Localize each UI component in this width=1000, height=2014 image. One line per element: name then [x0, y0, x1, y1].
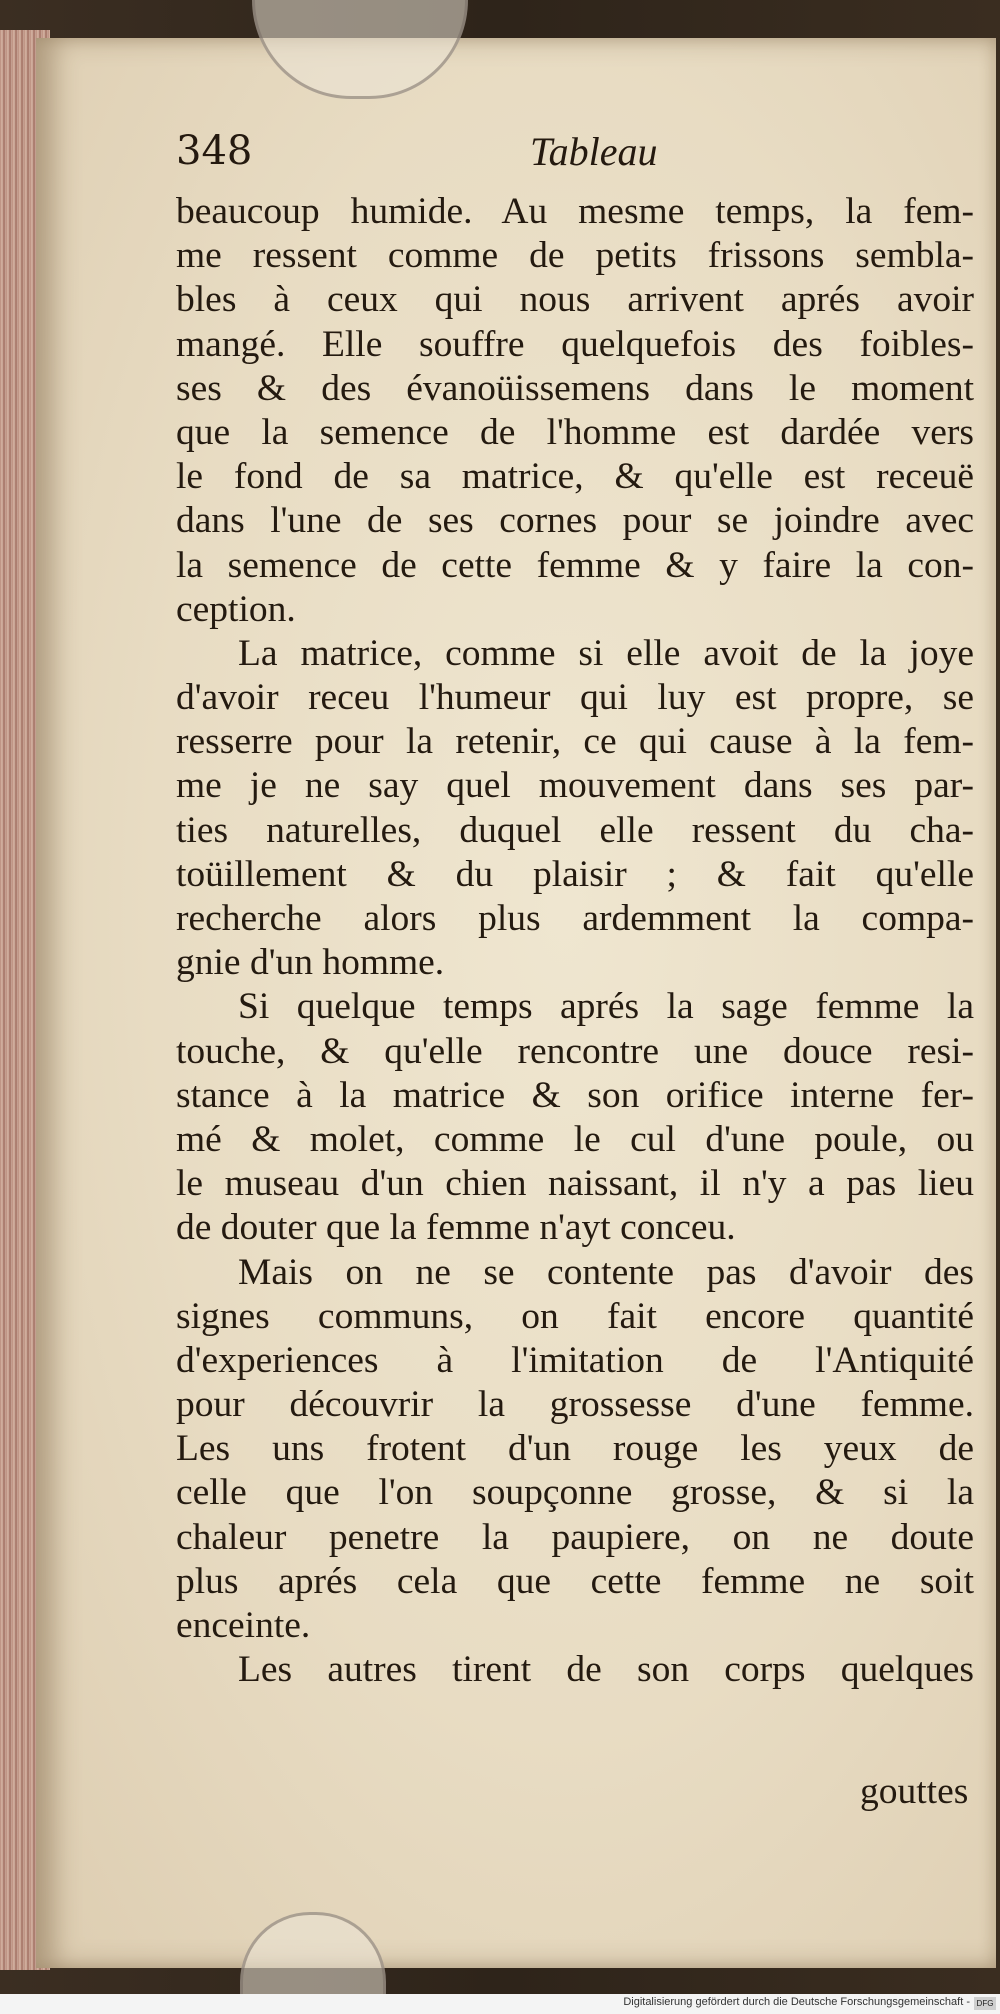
text-line: d'experiences à l'imitation de l'Antiquité [176, 1339, 974, 1381]
text-line: Les autres tirent de son corps quelques [238, 1649, 974, 1691]
text-line: mé & molet, comme le cul d'une poule, ou [176, 1118, 974, 1160]
text-line: que la semence de l'homme est dardée vers [176, 411, 974, 453]
text-line: Si quelque temps aprés la sage femme la [238, 986, 974, 1028]
text-line: mangé. Elle souffre quelquefois des foibles- [176, 323, 974, 365]
text-line: ses & des évanoüissemens dans le moment [176, 367, 974, 409]
running-title: Tableau [530, 129, 658, 174]
funding-credit: Digitalisierung gefördert durch die Deutsche Forschungsgemeinschaft - [623, 1996, 970, 2008]
text-line: Les uns frotent d'un rouge les yeux de [176, 1428, 974, 1470]
text-line: me je ne say quel mouvement dans ses par- [176, 765, 974, 807]
text-line: bles à ceux qui nous arrivent aprés avoir [176, 279, 974, 321]
text-line: chaleur penetre la paupiere, on ne doute [176, 1516, 974, 1558]
text-line: toüillement & du plaisir ; & fait qu'elle [176, 853, 974, 895]
text-line: La matrice, comme si elle avoit de la joye [238, 632, 974, 674]
text-line: de douter que la femme n'ayt conceu. [176, 1207, 736, 1249]
text-line: enceinte. [176, 1605, 311, 1646]
text-line: resserre pour la retenir, ce qui cause à la fem- [176, 721, 974, 763]
digitization-footer [0, 1994, 1000, 2014]
text-line: gnie d'un homme. [176, 942, 445, 984]
text-line: recherche alors plus ardemment la compa- [176, 898, 974, 939]
text-line: le museau d'un chien naissant, il n'y a pas lieu [176, 1163, 974, 1205]
page-number: 348 [176, 128, 253, 174]
text-line: dans l'une de ses cornes pour se joindre avec [176, 500, 974, 542]
text-line: Mais on ne se contente pas d'avoir des [238, 1251, 974, 1293]
text-line: signes communs, on fait encore quantité [176, 1295, 974, 1337]
text-line: beaucoup humide. Au mesme temps, la fem- [176, 191, 974, 232]
text-line: pour découvrir la grossesse d'une femme. [176, 1384, 974, 1426]
text-line: me ressent comme de petits frissons sembla- [176, 235, 974, 277]
text-line: stance à la matrice & son orifice interne fer- [176, 1074, 974, 1116]
running-head [176, 128, 756, 188]
catchword: gouttes [860, 1771, 969, 1812]
dfg-logo-icon: DFG [974, 1997, 996, 2010]
text-line: touche, & qu'elle rencontre une douce resi- [176, 1030, 974, 1072]
text-line: plus aprés cela que cette femme ne soit [176, 1560, 974, 1602]
text-line: d'avoir receu l'humeur qui luy est propre, se [176, 677, 974, 719]
body-text [176, 190, 974, 1692]
text-line: la semence de cette femme & y faire la con- [176, 544, 974, 586]
text-line: le fond de sa matrice, & qu'elle est receuë [176, 456, 974, 498]
text-line: ception. [176, 588, 296, 630]
text-line: celle que l'on soupçonne grosse, & si la [176, 1472, 974, 1514]
text-line: ties naturelles, duquel elle ressent du cha- [176, 809, 974, 851]
